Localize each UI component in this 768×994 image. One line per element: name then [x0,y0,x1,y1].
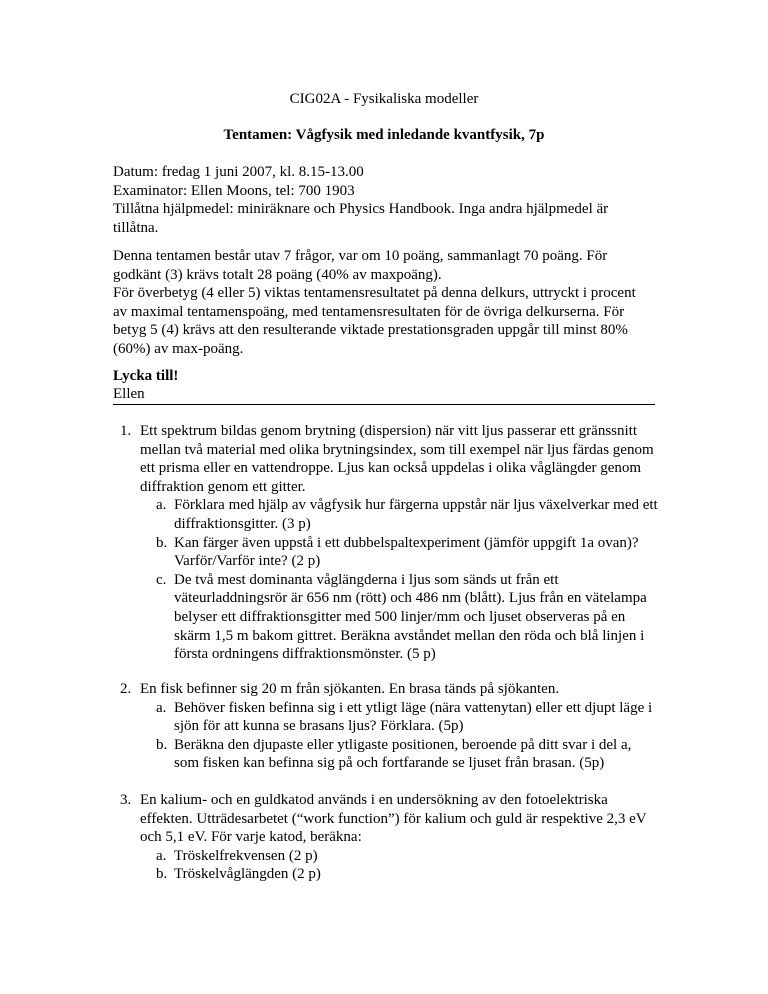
good-luck: Lycka till! [113,368,179,384]
question-part [140,736,660,773]
examiner: Examinator: Ellen Moons, tel: 700 1903 [113,182,355,199]
question-part [140,865,660,884]
part-letter: a. [156,497,167,514]
signature: Ellen [113,386,145,402]
question-number: 2. [120,681,132,697]
question-part [140,496,660,533]
part-letter: a. [156,847,167,864]
question-part [140,699,660,736]
grading-rule: För överbetyg (4 eller 5) viktas tentamensresultatet på denna delkurs, uttryckt i procent av maximal tentamenspoäng, med tentamensresultaten för de övriga delkurserna. För betyg 5 (4) krävs att den resulterande viktade prestationsgraden uppgår till minst 80% (60%) av max-poäng. [113,285,636,357]
question-text: En fisk befinner sig 20 m från sjökanten. En brasa tänds på sjökanten. [140,681,560,697]
question-1 [120,422,660,664]
course-title: CIG02A - Fysikaliska modeller [289,91,479,107]
question-2 [120,680,660,773]
question-number: 3. [120,792,132,808]
question-3 [120,791,660,884]
part-text: De två mest dominanta våglängderna i ljus som sänds ut från ett väteurladdningsrör är 656 nm (rött) och 486 nm (blått). Ljus från en vätelampa belyser ett diffraktionsgitter med 500 linjer/mm och ljuset observeras på en skärm 1,5 m bakom gittret. Beräkna avståndet mellan den röda och blå linjen i första ordningens diffraktionsmönster. (5 p) [174,571,647,663]
question-part [140,571,660,664]
part-letter: b. [156,534,168,551]
divider-line [113,404,655,405]
part-text: Förklara med hjälp av vågfysik hur färgerna uppstår när ljus växelverkar med ett diffraktionsgitter. (3 p) [174,497,658,532]
part-text: Kan färger även uppstå i ett dubbelspaltexperiment (jämför uppgift 1a ovan)? Varför/Varför inte? (2 p) [174,534,639,570]
grading-rules [113,247,653,359]
question-number: 1. [120,423,132,439]
part-letter: a. [156,699,167,716]
allowed-aids: Tillåtna hjälpmedel: miniräknare och Physics Handbook. Inga andra hjälpmedel är tillåtna. [113,201,609,236]
part-letter: b. [156,866,168,883]
part-text: Beräkna den djupaste eller ytligaste positionen, beroende på ditt svar i del a, som fisken kan befinna sig på och fortfarande se ljuset från brasan. (5p) [174,736,632,772]
points-rule: Denna tentamen består utav 7 frågor, var om 10 poäng, sammanlagt 70 poäng. För godkänt (3) krävs totalt 28 poäng (40% av maxpoäng). [113,248,608,283]
question-text: En kalium- och en guldkatod används i en undersökning av den fotoelektriska effekten. Utträdesarbetet (“work function”) för kalium och guld är respektive 2,3 eV och 5,1 eV. För varje katod, beräkna: [140,792,647,846]
exam-title: Tentamen: Vågfysik med inledande kvantfysik, 7p [223,127,545,143]
part-text: Behöver fisken befinna sig i ett ytligt läge (nära vattenytan) eller ett djupt läge i sjön för att kunna se brasans ljus? Förklara. (5p) [174,699,653,735]
part-letter: b. [156,736,168,753]
exam-date: Datum: fredag 1 juni 2007, kl. 8.15-13.00 [113,164,364,180]
question-part [140,847,660,866]
question-part [140,534,660,571]
part-text: Tröskelvåglängden (2 p) [174,866,321,883]
question-text: Ett spektrum bildas genom brytning (dispersion) när vitt ljus passerar ett gränssnitt mellan två material med olika brytningsindex, som till exempel när ljus färdas genom ett prisma eller en vattendroppe. Ljus kan också uppdelas i olika våglängder genom diffraktion genom ett gitter. [140,423,654,495]
part-text: Tröskelfrekvensen (2 p) [174,847,318,864]
part-letter: c. [156,571,167,588]
exam-info [113,163,653,237]
